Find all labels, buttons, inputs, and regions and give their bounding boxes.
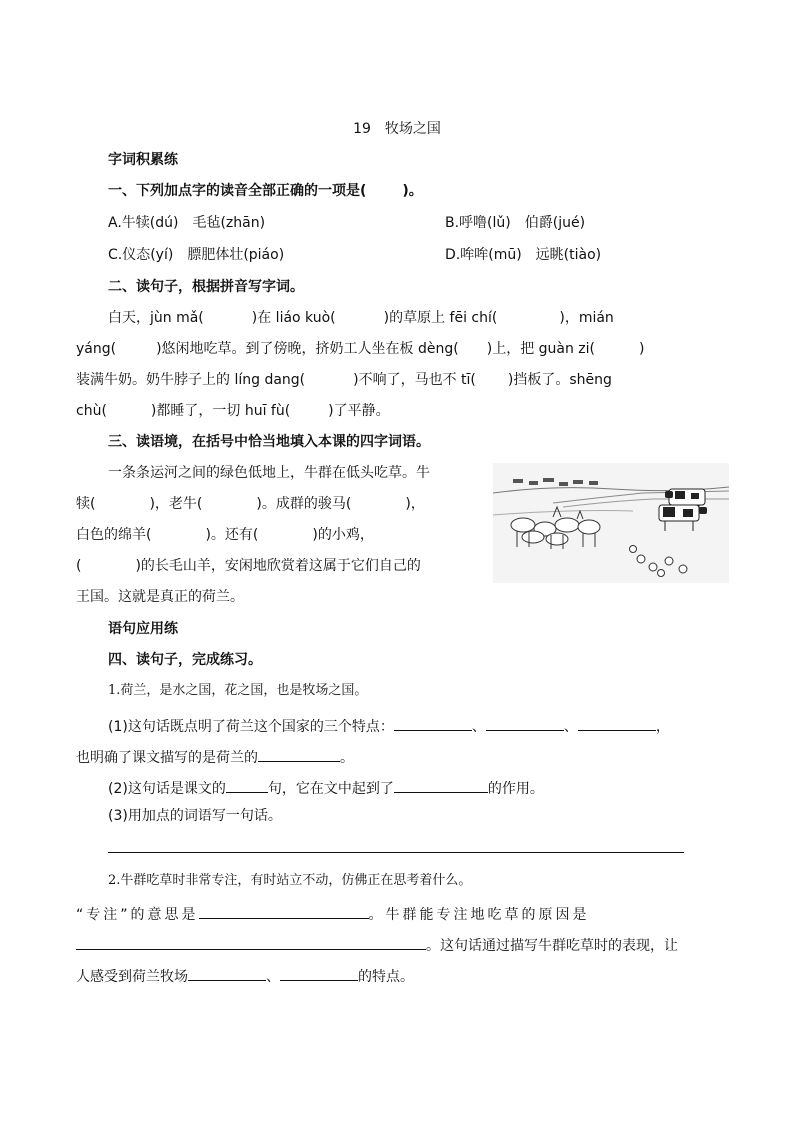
pasture-illustration xyxy=(493,463,729,583)
answer-line[interactable] xyxy=(280,966,358,981)
question-4-part-3: (3)用加点的词语写一句话。 xyxy=(108,808,282,824)
question-4-sentence-2: 2.牛群吃草时非常专注，有时站立不动，仿佛正在思考着什么。 xyxy=(108,873,472,888)
question-4-stem: 四、读句子，完成练习。 xyxy=(108,652,262,668)
answer-line[interactable] xyxy=(486,716,564,731)
question-2-line-1: 白天，jùn mǎ( )在 liáo kuò( )的草原上 fēi chí( )，mián xyxy=(108,310,614,326)
question-3-line-5: 王国。这就是真正的荷兰。 xyxy=(76,589,244,605)
section-heading-application: 语句应用练 xyxy=(108,621,178,637)
question-4-part-1: (1)这句话既点明了荷兰这个国家的三个特点： 、 、 ， xyxy=(108,716,670,734)
question-1-option-d[interactable]: D.哞哞(mū) 远眺(tiào) xyxy=(445,247,602,263)
answer-line[interactable] xyxy=(199,904,369,919)
answer-line[interactable] xyxy=(258,747,340,762)
question-1-option-c[interactable]: C.仪态(yí) 膘肥体壮(piáo) xyxy=(108,247,285,263)
question-2-line-4: chù( )都睡了，一切 huī fù( )了平静。 xyxy=(76,403,390,419)
question-4-sentence-1: 1.荷兰，是水之国，花之国，也是牧场之国。 xyxy=(108,683,368,698)
question-1-option-a[interactable]: A.牛犊(dú) 毛毡(zhān) xyxy=(108,215,266,231)
question-4-part-4: “专注”的意思是 。牛群能专注地吃草的原因是 xyxy=(76,904,590,922)
question-3-line-2: 犊( )，老牛( )。成群的骏马( )， xyxy=(76,496,425,512)
question-4-part-5: 。这句话通过描写牛群吃草时的表现，让 xyxy=(76,935,678,953)
question-4-part-2: (2)这句话是课文的 句，它在文中起到了 的作用。 xyxy=(108,778,544,796)
page-title: 19 牧场之国 xyxy=(353,121,441,137)
answer-line[interactable] xyxy=(188,966,266,981)
question-3-line-1: 一条条运河之间的绿色低地上，牛群在低头吃草。牛 xyxy=(108,465,430,481)
question-1-option-b[interactable]: B.呼噜(lǔ) 伯爵(jué) xyxy=(445,215,586,231)
question-2-stem: 二、读句子，根据拼音写字词。 xyxy=(108,279,304,295)
question-3-line-4: ( )的长毛山羊，安闲地欣赏着这属于它们自己的 xyxy=(76,558,421,574)
question-2-line-3: 装满牛奶。奶牛脖子上的 líng dang( )不响了，马也不 tī( )挡板了。shēng xyxy=(76,372,612,388)
answer-line-long[interactable] xyxy=(108,852,684,853)
question-4-part-1-cont: 也明确了课文描写的是荷兰的 。 xyxy=(76,747,354,765)
answer-line[interactable] xyxy=(394,778,488,793)
answer-line[interactable] xyxy=(578,716,656,731)
question-3-stem: 三、读语境，在括号中恰当地填入本课的四字词语。 xyxy=(108,434,430,450)
answer-line[interactable] xyxy=(76,935,426,950)
question-2-line-2: yáng( )悠闲地吃草。到了傍晚，挤奶工人坐在板 dèng( )上，把 guàn zi( ) xyxy=(76,341,645,357)
answer-line[interactable] xyxy=(394,716,472,731)
question-1-stem: 一、下列加点字的读音全部正确的一项是( )。 xyxy=(108,183,423,199)
question-4-part-6: 人感受到荷兰牧场 、 的特点。 xyxy=(76,966,414,984)
answer-line[interactable] xyxy=(226,778,268,793)
section-heading-vocabulary: 字词积累练 xyxy=(108,152,178,168)
question-3-line-3: 白色的绵羊( )。还有( )的小鸡， xyxy=(76,527,374,543)
